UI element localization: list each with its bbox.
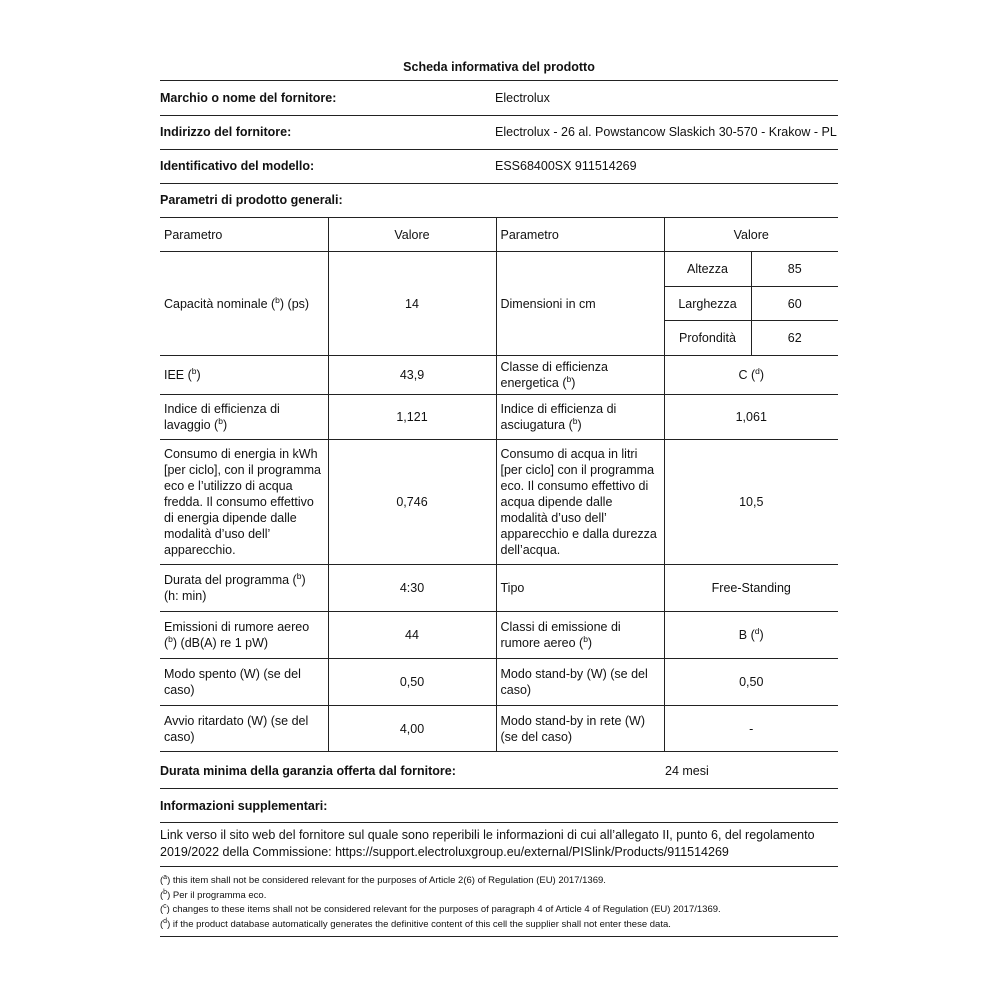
model-label: Identificativo del modello:: [160, 159, 315, 173]
dry-index-value: 1,061: [664, 395, 838, 440]
footnote-b: ($^b$) Per il programma eco.: [160, 888, 267, 901]
noise-value: 44: [328, 612, 496, 659]
general-params-heading-row: [160, 183, 838, 217]
water-consumption-label: Consumo di acqua in litri [per ciclo] con il programma eco. Il consumo effettivo di acqua dipende dalle modalità d’uso dell’ apparecchio e dalla durezza dell’acqua.: [496, 440, 664, 565]
dry-index-label: Indice di efficienza di asciugatura ($^b$): [496, 395, 664, 440]
supplier-value: Electrolux: [495, 91, 550, 105]
model-value: ESS68400SX 911514269: [495, 159, 637, 173]
off-mode-label: Modo spento (W) (se del caso): [160, 659, 328, 706]
sheet-title: Scheda informativa del prodotto: [403, 60, 595, 74]
delay-start-label: Avvio ritardato (W) (se del caso): [160, 706, 328, 752]
supplier-row: [160, 81, 838, 115]
table-row: [160, 612, 838, 659]
standby-label: Modo stand-by (W) (se del caso): [496, 659, 664, 706]
table-row: [160, 440, 838, 565]
width-label: Larghezza: [664, 287, 751, 321]
address-row: [160, 115, 838, 149]
height-value: 85: [751, 252, 838, 287]
duration-value: 4:30: [328, 565, 496, 612]
table-row: [160, 706, 838, 752]
table-row: [160, 395, 838, 440]
address-label: Indirizzo del fornitore:: [160, 125, 292, 139]
footnotes: [160, 874, 838, 932]
height-label: Altezza: [664, 252, 751, 287]
header-value-2: Valore: [664, 218, 838, 252]
energy-class-label: Classe di efficienza energetica ($^b$): [496, 356, 664, 395]
energy-consumption-value: 0,746: [328, 440, 496, 565]
type-value: Free-Standing: [664, 565, 838, 612]
duration-label: Durata del programma ($^b$) (h: min): [160, 565, 328, 612]
type-label: Tipo: [496, 565, 664, 612]
header-param-1: Parametro: [160, 218, 328, 252]
wash-index-value: 1,121: [328, 395, 496, 440]
supplier-label: Marchio o nome del fornitore:: [160, 91, 337, 105]
supplementary-heading: Informazioni supplementari:: [160, 799, 328, 813]
supplementary-text: Link verso il sito web del fornitore sul quale sono reperibili le informazioni di cui all’allegato II, punto 6, del regolamento 2019/2022 della Commissione: https://support.electroluxgroup.eu/external/PISlink/Products/911514269: [160, 828, 815, 859]
footnote-c: ($^c$) changes to these items shall not be considered relevant for the purposes of paragraph 4 of Article 4 of Regulation (EU) 2017/1369.: [160, 903, 721, 915]
noise-class-label: Classi di emissione di rumore aereo ($^b$): [496, 612, 664, 659]
off-mode-value: 0,50: [328, 659, 496, 706]
energy-class-value: C ($^d$): [664, 356, 838, 395]
model-row: [160, 149, 838, 183]
header-value-1: Valore: [328, 218, 496, 252]
wash-index-label: Indice di efficienza di lavaggio ($^b$): [160, 395, 328, 440]
noise-class-value: B ($^d$): [664, 612, 838, 659]
capacity-value: 14: [328, 252, 496, 356]
depth-label: Profondità: [664, 321, 751, 356]
divider: [160, 822, 838, 823]
energy-consumption-label: Consumo di energia in kWh [per ciclo], con il programma eco e l’utilizzo di acqua fredda. Il consumo effettivo di energia dipende dalle modalità d’uso dell’ apparecchio.: [160, 440, 328, 565]
divider: [160, 866, 838, 867]
warranty-label: Durata minima della garanzia offerta dal fornitore:: [160, 764, 456, 778]
footnote-a: ($^a$) this item shall not be considered relevant for the purposes of Article 2(6) of Regulation (EU) 2017/1369.: [160, 874, 606, 886]
warranty-row: [160, 754, 838, 788]
width-value: 60: [751, 287, 838, 321]
table-row: [160, 659, 838, 706]
noise-label: Emissioni di rumore aereo ($^b$) (dB(A) re 1 pW): [160, 612, 328, 659]
supplementary-heading-row: [160, 789, 838, 823]
table-row: [160, 356, 838, 395]
networked-standby-label: Modo stand-by in rete (W) (se del caso): [496, 706, 664, 752]
standby-value: 0,50: [664, 659, 838, 706]
dimensions-label: Dimensioni in cm: [496, 252, 664, 356]
water-consumption-value: 10,5: [664, 440, 838, 565]
parameters-table: [160, 217, 838, 752]
iee-value: 43,9: [328, 356, 496, 395]
address-value: Electrolux - 26 al. Powstancow Slaskich 30-570 - Krakow - PL: [495, 125, 837, 139]
delay-start-value: 4,00: [328, 706, 496, 752]
warranty-value: 24 mesi: [665, 764, 709, 778]
depth-value: 62: [751, 321, 838, 356]
table-header-row: [160, 218, 838, 252]
table-row: [160, 565, 838, 612]
general-params-heading: Parametri di prodotto generali:: [160, 193, 343, 207]
table-row: [160, 252, 838, 287]
iee-label: IEE ($^b$): [160, 356, 328, 395]
divider: [160, 936, 838, 937]
capacity-label: Capacità nominale ($^b$) (ps): [160, 252, 328, 356]
header-param-2: Parametro: [496, 218, 664, 252]
networked-standby-value: -: [664, 706, 838, 752]
footnote-d: ($^d$) if the product database automatically generates the definitive content of this cell the supplier shall not enter these data.: [160, 917, 671, 930]
